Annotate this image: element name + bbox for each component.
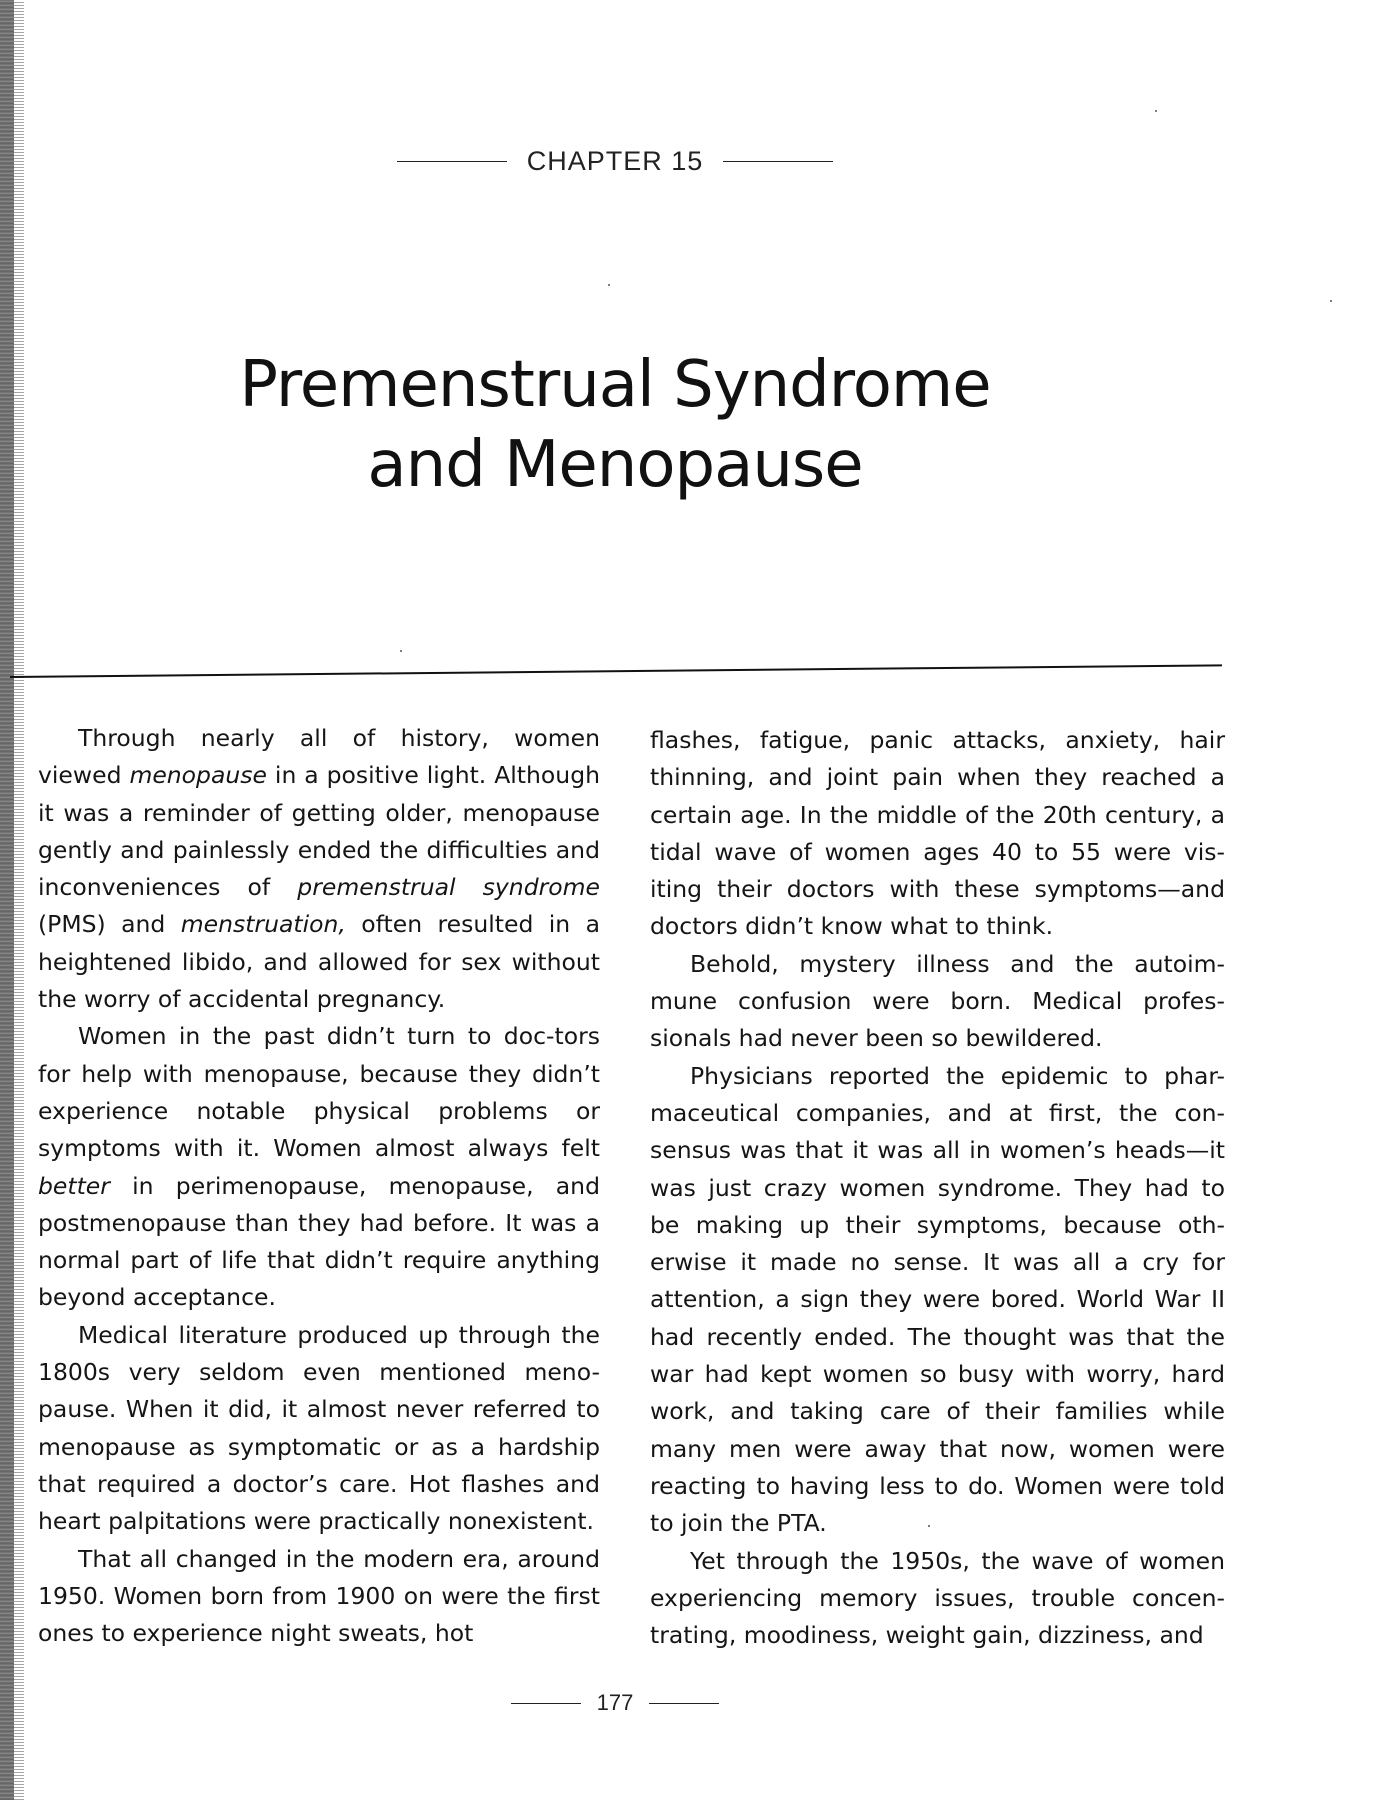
- emphasis-text: menstruation,: [180, 910, 346, 939]
- paragraph-text: That all changed in the modern era, around 1950. Women born from 1900 on were the first ones to experience night sweats, hot: [38, 1544, 600, 1648]
- body-paragraph: [650, 1543, 1225, 1655]
- body-paragraph: [650, 946, 1225, 1058]
- paragraph-text: Yet through the 1950s, the wave of women experiencing memory issues, trouble concen-trating, moodiness, weight gain, dizziness, and: [650, 1546, 1225, 1650]
- paragraph-text: often resulted in a heightened libido, and allowed for sex without the worry of accidental pregnancy.: [38, 910, 600, 1014]
- body-paragraph: [38, 720, 600, 1018]
- body-paragraph: [38, 1541, 600, 1653]
- paragraph-text: Medical literature produced up through the 1800s very seldom even mentioned meno-pause. When it did, it almost never referred to menopause as symptomatic or as a hardship that required a doctor’s care. Hot flashes and heart palpitations were practically nonexistent.: [38, 1320, 600, 1536]
- body-paragraph: [38, 1018, 600, 1316]
- body-paragraph: [650, 1058, 1225, 1543]
- right-column: [650, 722, 1225, 1654]
- scan-edge-shadow: [0, 0, 14, 1800]
- page-number: 177: [596, 1690, 634, 1715]
- paragraph-text: in a positive light. Although it was a reminder of getting older, menopause gently and painlessly ended the difficulties and inconveniences of: [38, 761, 601, 902]
- scan-speck: [608, 284, 610, 286]
- body-paragraph: [38, 1317, 600, 1541]
- emphasis-text: premenstrual syndrome: [297, 873, 601, 902]
- scan-speck: [1155, 110, 1157, 112]
- chapter-header: [0, 146, 1230, 177]
- chapter-rule-right: [723, 161, 833, 162]
- paragraph-text: Women in the past didn’t turn to doc-tors for help with menopause, because they didn’t experience notable physical problems or symptoms with it. Women almost always felt: [38, 1022, 600, 1163]
- scan-speck: [928, 1525, 930, 1527]
- section-divider: [10, 664, 1222, 678]
- paragraph-text: (PMS) and: [38, 910, 181, 939]
- paragraph-text: in perimenopause, menopause, and postmenopause than they had before. It was a normal part of life that didn’t require anything beyond acceptance.: [38, 1171, 600, 1312]
- paragraph-text: Physicians reported the epidemic to phar-maceutical companies, and at first, the con-sensus was that it was all in women’s heads—it was just crazy women syndrome. They had to be making up their symptoms, because oth-erwise it made no sense. It was all a cry for attention, a sign they were bored. World War II had recently ended. The thought was that the war had kept women so busy with worry, hard work, and taking care of their families while many men were away that now, women were reacting to having less to do. Women were told to join the PTA.: [650, 1061, 1225, 1538]
- chapter-title: [0, 345, 1230, 505]
- chapter-rule-left: [397, 161, 507, 162]
- paragraph-text: Through nearly all of history, women viewed: [38, 724, 600, 790]
- body-paragraph: [650, 722, 1225, 946]
- paragraph-text: flashes, fatigue, panic attacks, anxiety, hair thinning, and joint pain when they reached a certain age. In the middle of the 20th century, a tidal wave of women ages 40 to 55 were vis-iting their doctors with these symptoms—and doctors didn’t know what to think.: [650, 726, 1225, 941]
- left-column: [38, 720, 600, 1652]
- scan-speck: [1330, 300, 1332, 302]
- scan-speck: [400, 650, 402, 652]
- chapter-title-line-1: Premenstrual Syndrome: [239, 348, 991, 422]
- emphasis-text: menopause: [129, 761, 267, 790]
- chapter-title-line-2: and Menopause: [367, 428, 863, 502]
- scan-edge-noise: [14, 0, 24, 1800]
- chapter-label: CHAPTER 15: [526, 146, 704, 176]
- emphasis-text: better: [38, 1171, 110, 1200]
- footer-rule-right: [649, 1703, 719, 1704]
- paragraph-text: Behold, mystery illness and the autoim-mune confusion were born. Medical profes-sionals had never been so bewildered.: [650, 949, 1225, 1053]
- page-footer: [0, 1690, 1230, 1716]
- footer-rule-left: [511, 1703, 581, 1704]
